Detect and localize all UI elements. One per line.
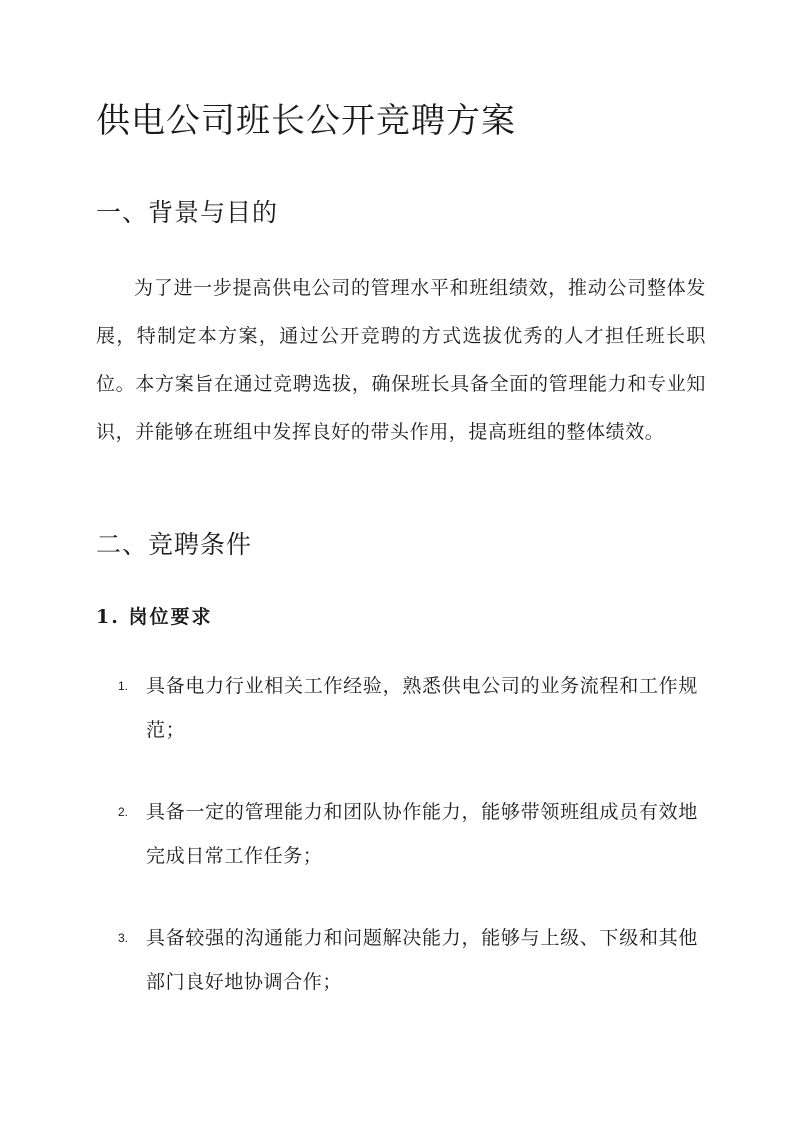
- list-item-text: 具备电力行业相关工作经验，熟悉供电公司的业务流程和工作规范；: [146, 675, 698, 741]
- section-heading-background: 一、背景与目的: [96, 198, 279, 227]
- list-item: [118, 664, 698, 752]
- document-title: 供电公司班长公开竞聘方案: [96, 101, 516, 141]
- requirements-list: [118, 664, 698, 1042]
- list-item: [118, 790, 698, 878]
- list-item-text: 具备较强的沟通能力和问题解决能力，能够与上级、下级和其他部门良好地协调合作；: [146, 927, 698, 993]
- list-item-number: 3.: [118, 931, 129, 945]
- list-item-number: 2.: [118, 805, 129, 819]
- list-item: [118, 916, 698, 1004]
- subsection-heading-position-requirements: 1. 岗位要求: [96, 606, 213, 628]
- background-paragraph: 为了进一步提高供电公司的管理水平和班组绩效，推动公司整体发展，特制定本方案，通过公开竞聘的方式选拔优秀的人才担任班长职位。本方案旨在通过竞聘选拔，确保班长具备全面的管理能力和专业知识，并能够在班组中发挥良好的带头作用，提高班组的整体绩效。: [96, 277, 706, 443]
- list-item-number: 1.: [118, 679, 129, 693]
- section-heading-conditions: 二、竞聘条件: [96, 530, 253, 559]
- list-item-text: 具备一定的管理能力和团队协作能力，能够带领班组成员有效地完成日常工作任务；: [146, 801, 698, 867]
